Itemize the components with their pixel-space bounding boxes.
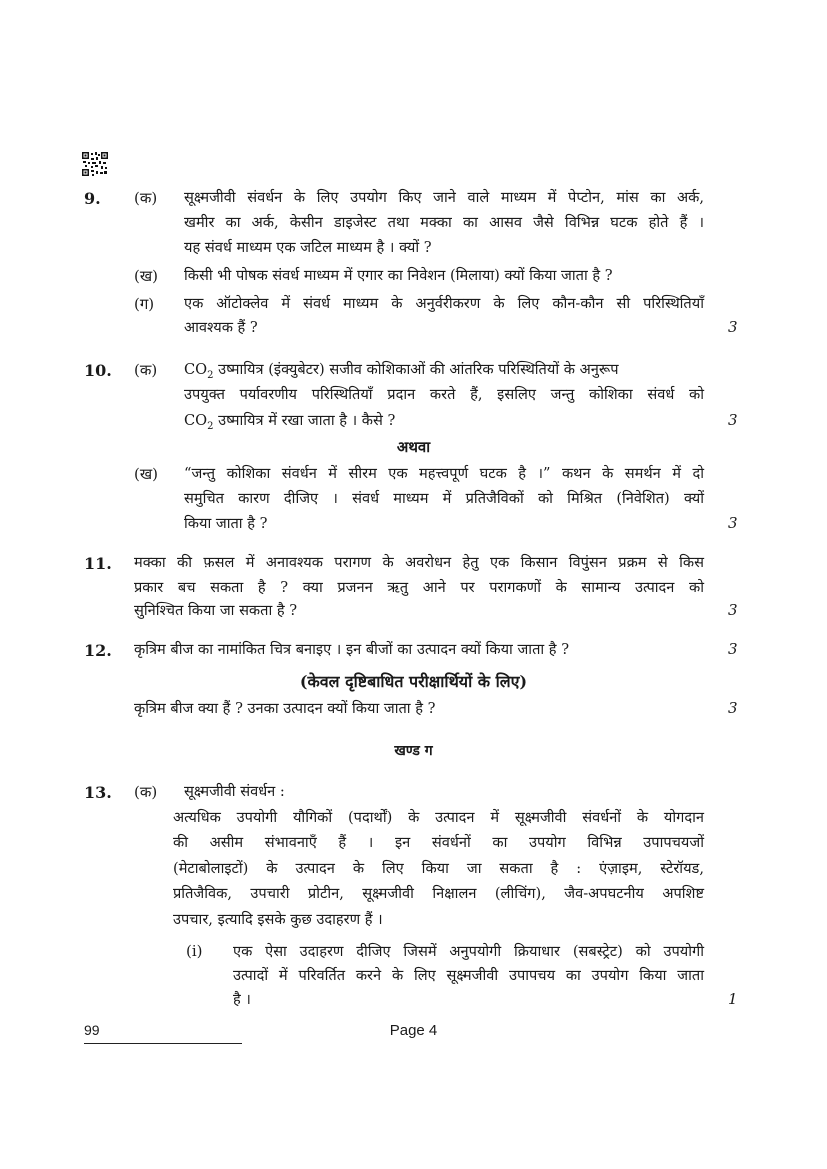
question-text: कृत्रिम बीज क्या हैं ? उनका उत्पादन क्यों किया जाता है ? xyxy=(134,700,436,717)
question-text: समुचित कारण दीजिए । संवर्ध माध्यम में प्रतिजैविकों को मिश्रित (निवेशित) क्यों xyxy=(184,490,704,507)
or-separator: अथवा xyxy=(396,438,431,456)
sub-question-label: (क) xyxy=(134,361,158,379)
question-text: एक ऐसा उदाहरण दीजिए जिसमें अनुपयोगी क्रियाधार (सबस्ट्रेट) को उपयोगी xyxy=(233,943,704,960)
passage-text: (मेटाबोलाइटों) के उत्पादन के लिए किया जा सकता है : एंज़ाइम, स्टेरॉयड, xyxy=(173,860,704,877)
question-text: कृत्रिम बीज का नामांकित चित्र बनाइए । इन बीजों का उत्पादन क्यों किया जाता है ? xyxy=(134,641,570,658)
sub-question-label: (ग) xyxy=(134,295,155,313)
passage-text: अत्यधिक उपयोगी यौगिकों (पदार्थों) के उत्पादन में सूक्ष्मजीवी संवर्धनों के योगदान xyxy=(173,809,704,826)
passage-text: प्रतिजैविक, उपचारी प्रोटीन, सूक्ष्मजीवी निक्षालन (लीचिंग), जैव-अपघटनीय अपशिष्ट xyxy=(173,885,704,902)
marks: 3 xyxy=(728,699,738,717)
sub-question-label: (ख) xyxy=(134,267,158,285)
question-number: 13. xyxy=(84,783,112,802)
question-text: किसी भी पोषक संवर्ध माध्यम में एगार का निवेशन (मिलाया) क्यों किया जाता है ? xyxy=(184,267,613,284)
question-text: उपयुक्त पर्यावरणीय परिस्थितियाँ प्रदान करते हैं, इसलिए जन्तु कोशिका संवर्ध को xyxy=(184,386,704,403)
sub-question-label: (क) xyxy=(134,189,158,207)
marks: 3 xyxy=(728,514,738,532)
question-text: मक्का की फ़सल में अनावश्यक परागण के अवरोधन हेतु एक किसान विपुंसन प्रक्रम से किस xyxy=(134,554,704,571)
paper-code: 99 xyxy=(84,1022,100,1038)
question-number: 12. xyxy=(84,641,112,660)
question-text: $CO_2$ उष्मायित्र (इंक्युबेटर) सजीव कोशिकाओं की आंतरिक परिस्थितियों के अनुरूप xyxy=(184,361,619,381)
co2-formula: $CO_2$ xyxy=(184,361,214,381)
question-text: प्रकार बच सकता है ? क्या प्रजनन ऋतु आने पर परागकणों के सामान्य उत्पादन को xyxy=(134,579,704,596)
page-number: Page 4 xyxy=(389,1022,438,1039)
question-text: खमीर का अर्क, केसीन डाइजेस्ट तथा मक्का का आसव जैसे विभिन्न घटक होते हैं । xyxy=(184,214,704,231)
question-text: आवश्यक हैं ? xyxy=(184,319,258,336)
question-text: “जन्तु कोशिका संवर्धन में सीरम एक महत्त्वपूर्ण घटक है ।” कथन के समर्थन में दो xyxy=(184,465,704,482)
question-number: 9. xyxy=(84,189,101,208)
marks: 3 xyxy=(728,318,738,336)
question-text: उत्पादों में परिवर्तित करने के लिए सूक्ष्मजीवी उपापचय का उपयोग किया जाता xyxy=(233,967,704,984)
footer-rule xyxy=(84,1043,242,1044)
passage-text: की असीम संभावनाएँ हैं । इन संवर्धनों का उपयोग विभिन्न उपापचयजों xyxy=(173,834,704,851)
sub-question-label: (i) xyxy=(186,942,203,960)
marks: 3 xyxy=(728,601,738,619)
question-heading: सूक्ष्मजीवी संवर्धन : xyxy=(184,783,285,800)
question-text: है । xyxy=(233,991,251,1008)
marks: 3 xyxy=(728,640,738,658)
section-heading: खण्ड ग xyxy=(394,743,433,759)
sub-question-label: (ख) xyxy=(134,465,158,483)
visually-impaired-heading: (केवल दृष्टिबाधित परीक्षार्थियों के लिए) xyxy=(299,672,528,691)
question-number: 11. xyxy=(84,554,112,573)
passage-text: उपचार, इत्यादि इसके कुछ उदाहरण हैं । xyxy=(173,911,383,928)
qr-code xyxy=(82,152,108,176)
question-number: 10. xyxy=(84,361,112,380)
co2-formula: $CO_2$ xyxy=(184,412,214,432)
question-text: एक ऑटोक्लेव में संवर्ध माध्यम के अनुर्वरीकरण के लिए कौन-कौन सी परिस्थितियाँ xyxy=(184,295,704,312)
sub-question-label: (क) xyxy=(134,783,158,801)
question-text: $CO_2$ उष्मायित्र में रखा जाता है । कैसे ? xyxy=(184,412,396,432)
question-text: यह संवर्ध माध्यम एक जटिल माध्यम है । क्यों ? xyxy=(184,239,432,256)
marks: 3 xyxy=(728,411,738,429)
question-text: सूक्ष्मजीवी संवर्धन के लिए उपयोग किए जाने वाले माध्यम में पेप्टोन, मांस का अर्क, xyxy=(184,189,704,206)
question-text: सुनिश्चित किया जा सकता है ? xyxy=(134,602,298,619)
question-text: किया जाता है ? xyxy=(184,515,268,532)
marks: 1 xyxy=(728,990,738,1008)
